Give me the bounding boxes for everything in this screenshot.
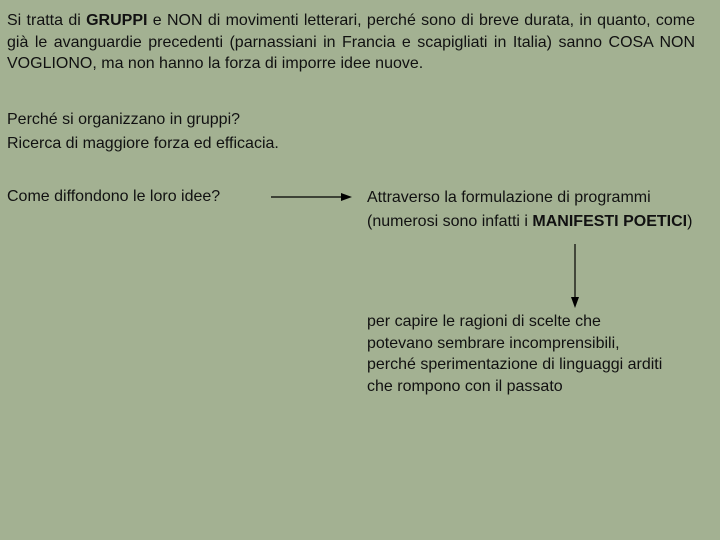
answer-why-groups: Ricerca di maggiore forza ed efficacia. xyxy=(7,135,279,152)
answer-text-start: Attraverso la formulazione di programmi (numerosi sono infatti i xyxy=(367,189,651,230)
intro-bold-gruppi: GRUPPI xyxy=(86,12,148,29)
down-arrow-icon xyxy=(571,244,579,308)
question-why-groups: Perché si organizzano in gruppi? xyxy=(7,111,241,128)
intro-text-start: Si tratta di xyxy=(7,12,87,29)
question-how-spread: Come diffondono le loro idee? xyxy=(7,188,221,205)
purpose-text: per capire le ragioni di scelte che potevano sembrare incomprensibili, perché sperimentazione di linguaggi arditi che rompono con il passato xyxy=(367,313,663,395)
answer-bold-manifesti: MANIFESTI POETICI xyxy=(532,213,688,230)
right-arrow-icon xyxy=(271,193,352,201)
intro-text-end: e NON di movimenti letterari, perché sono di breve durata, in quanto, come già le avanguardie precedenti (parnassiani in Francia e scapigliati in Italia) sanno COSA NON VOGLIONO, ma non hanno la forza di imporre idee nuove. xyxy=(7,12,696,72)
answer-text-end: ) xyxy=(687,213,693,230)
